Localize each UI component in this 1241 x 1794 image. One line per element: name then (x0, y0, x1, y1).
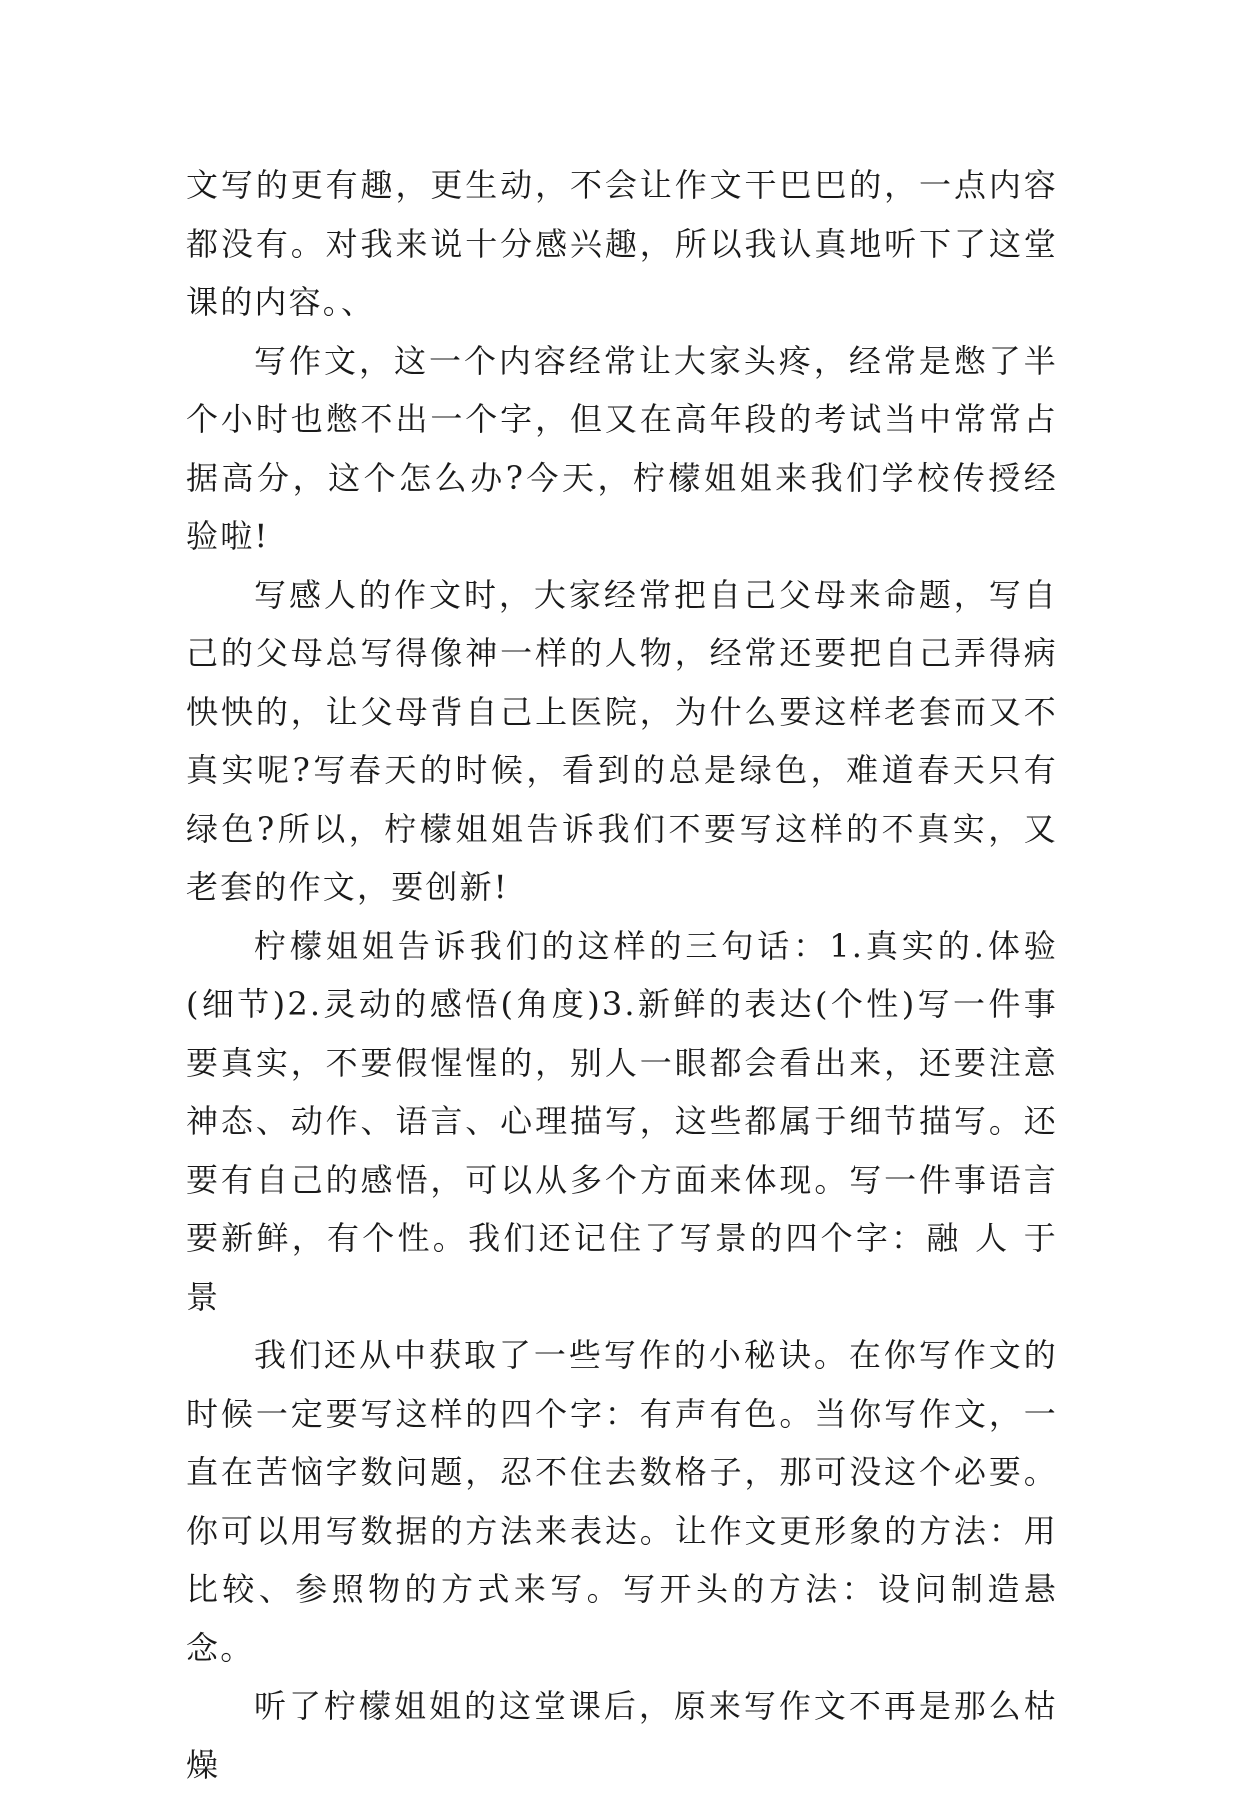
article-body (186, 156, 1058, 1794)
paragraph: 我们还从中获取了一些写作的小秘诀。在你写作文的时候一定要写这样的四个字：有声有色。当你写作文，一直在苦恼字数问题，忍不住去数格子，那可没这个必要。你可以用写数据的方法来表达。让作文更形象的方法：用比较、参照物的方式来写。写开头的方法：设问制造悬念。 (186, 1336, 1058, 1667)
paragraph: 柠檬姐姐告诉我们的这样的三句话：1.真实的.体验(细节)2.灵动的感悟(角度)3.新鲜的表达(个性)写一件事要真实，不要假惺惺的，别人一眼都会看出来，还要注意神态、动作、语言、心理描写，这些都属于细节描写。还要有自己的感悟，可以从多个方面来体现。写一件事语言要新鲜，有个性。我们还记住了写景的四个字：融 人 于 景 (186, 926, 1058, 1316)
paragraph: 写感人的作文时，大家经常把自己父母来命题，写自己的父母总写得像神一样的人物，经常还要把自己弄得病怏怏的，让父母背自己上医院，为什么要这样老套而又不真实呢?写春天的时候，看到的总是绿色，难道春天只有绿色?所以，柠檬姐姐告诉我们不要写这样的不真实，又老套的作文，要创新! (186, 575, 1058, 906)
paragraph: 听了柠檬姐姐的这堂课后，原来写作文不再是那么枯燥 (186, 1687, 1058, 1784)
paragraph: 写作文，这一个内容经常让大家头疼，经常是憋了半个小时也憋不出一个字，但又在高年段的考试当中常常占据高分，这个怎么办?今天，柠檬姐姐来我们学校传授经验啦! (186, 341, 1058, 555)
paragraph-continuation: 文写的更有趣，更生动，不会让作文干巴巴的，一点内容都没有。对我来说十分感兴趣，所以我认真地听下了这堂课的内容。、 (186, 166, 1058, 321)
